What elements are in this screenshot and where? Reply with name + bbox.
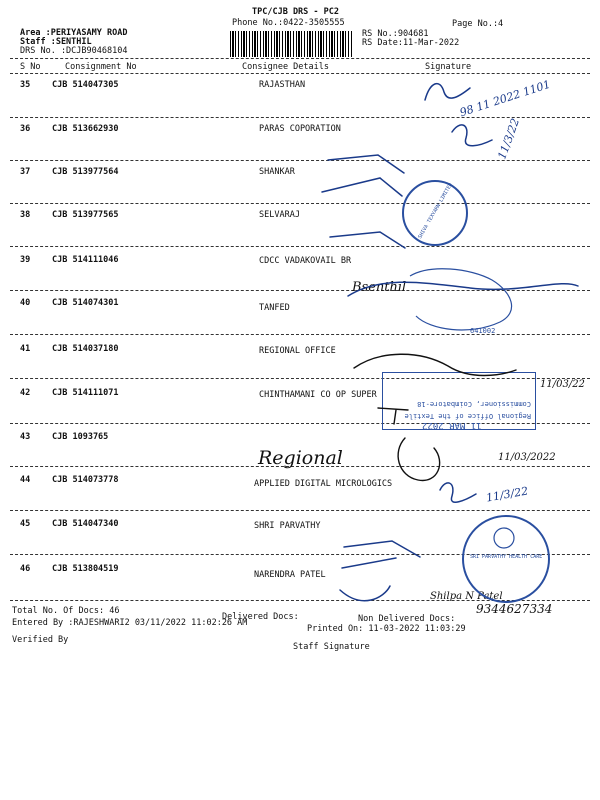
header-divider-top (10, 58, 590, 59)
row-consignment: CJB 1093765 (52, 432, 109, 442)
row-consignment: CJB 513977564 (52, 167, 119, 177)
row-divider (10, 117, 590, 118)
phone-number: Phone No.:0422-3505555 (232, 18, 345, 28)
page-number: Page No.:4 (452, 19, 504, 29)
area-label: Area :PERIYASAMY ROAD (20, 28, 128, 38)
handwritten-date: 11/3/22 (485, 484, 530, 505)
row-divider (10, 246, 590, 247)
delivered-docs: Delivered Docs: (222, 612, 299, 622)
rs-date: RS Date:11-Mar-2022 (362, 38, 460, 48)
handwritten-phone: 9344627334 (476, 602, 553, 616)
stamp-text: Commissioner, Coimbatore-18 (417, 400, 531, 408)
handwritten-signature: Bsenthil (352, 280, 407, 295)
col-consignee: Consignee Details (242, 62, 329, 72)
handwritten-signature: Regional (258, 447, 343, 469)
row-divider (10, 290, 590, 291)
row-divider (10, 510, 590, 511)
col-sno: S No (20, 62, 41, 72)
handwritten-date: 11/3/22 (495, 116, 523, 161)
verified-by: Verified By (12, 635, 69, 645)
row-divider (10, 203, 590, 204)
row-divider (10, 334, 590, 335)
row-consignee: REGIONAL OFFICE (259, 346, 336, 356)
row-consignment: CJB 514111071 (52, 388, 119, 398)
row-sno: 35 (20, 80, 31, 90)
handwritten-date: 98 11 2022 1101 (458, 77, 553, 120)
row-consignee: APPLIED DIGITAL MICROLOGICS (254, 479, 393, 489)
row-consignment: CJB 514047305 (52, 80, 119, 90)
handwritten-name: Shilpa N Patel (430, 591, 503, 602)
row-consignee: SELVARAJ (259, 210, 300, 220)
total-docs: Total No. Of Docs: 46 (12, 606, 120, 616)
row-divider (10, 160, 590, 161)
row-consignee: RAJASTHAN (259, 80, 306, 90)
row-consignee: NARENDRA PATEL (254, 570, 326, 580)
regional-office-stamp (382, 372, 536, 430)
stamp-text: Regional Office of the Textile (404, 412, 531, 420)
document-title: TPC/CJB DRS - PC2 (252, 7, 339, 17)
rs-number: RS No.:904681 (362, 29, 429, 39)
row-consignment: CJB 513662930 (52, 124, 119, 134)
header-divider-bottom (10, 73, 590, 74)
row-sno: 39 (20, 255, 31, 265)
row-consignment: CJB 514047340 (52, 519, 119, 529)
row-consignee: SHANKAR (259, 167, 295, 177)
row-sno: 37 (20, 167, 31, 177)
stamp-date: 11 MAR 2022 (422, 420, 482, 430)
staff-label: Staff :SENTHIL (20, 37, 92, 47)
col-consignment: Consignment No (65, 62, 137, 72)
row-consignment: CJB 514074301 (52, 298, 119, 308)
row-sno: 40 (20, 298, 31, 308)
row-consignment: CJB 514073778 (52, 475, 119, 485)
barcode (230, 31, 352, 57)
row-consignee: CDCC VADAKOVAIL BR (259, 256, 352, 266)
entered-by: Entered By :RAJESHWARI2 03/11/2022 11:02:26 AM (12, 618, 248, 628)
stamp-text: SHIVA TEXYARN LIMITED (417, 182, 455, 240)
staff-signature-label: Staff Signature (293, 642, 370, 652)
row-consignee: PARAS COPORATION (259, 124, 341, 134)
row-consignment: CJB 514037180 (52, 344, 119, 354)
handwritten-date: 11/03/2022 (498, 452, 556, 463)
row-consignment: CJB 513977565 (52, 210, 119, 220)
row-sno: 36 (20, 124, 31, 134)
stamp-text: 641002 (470, 327, 496, 335)
drs-number: DRS No. :DCJB90468104 (20, 46, 128, 56)
row-sno: 42 (20, 388, 31, 398)
row-sno: 41 (20, 344, 31, 354)
row-consignee: TANFED (259, 303, 290, 313)
row-consignment: CJB 513804519 (52, 564, 119, 574)
row-consignment: CJB 514111046 (52, 255, 119, 265)
col-signature: Signature (425, 62, 472, 72)
handwritten-date: 11/03/22 (540, 379, 585, 390)
non-delivered-docs: Non Delivered Docs: (358, 614, 456, 624)
row-sno: 43 (20, 432, 31, 442)
stamp-text: SRI PARVATHY HEALTH CARE (470, 554, 543, 560)
row-sno: 45 (20, 519, 31, 529)
row-sno: 44 (20, 475, 31, 485)
row-sno: 46 (20, 564, 31, 574)
row-consignee: CHINTHAMANI CO OP SUPER (259, 390, 377, 400)
printed-on: Printed On: 11-03-2022 11:03:29 (307, 624, 466, 634)
row-sno: 38 (20, 210, 31, 220)
row-consignee: SHRI PARVATHY (254, 521, 321, 531)
